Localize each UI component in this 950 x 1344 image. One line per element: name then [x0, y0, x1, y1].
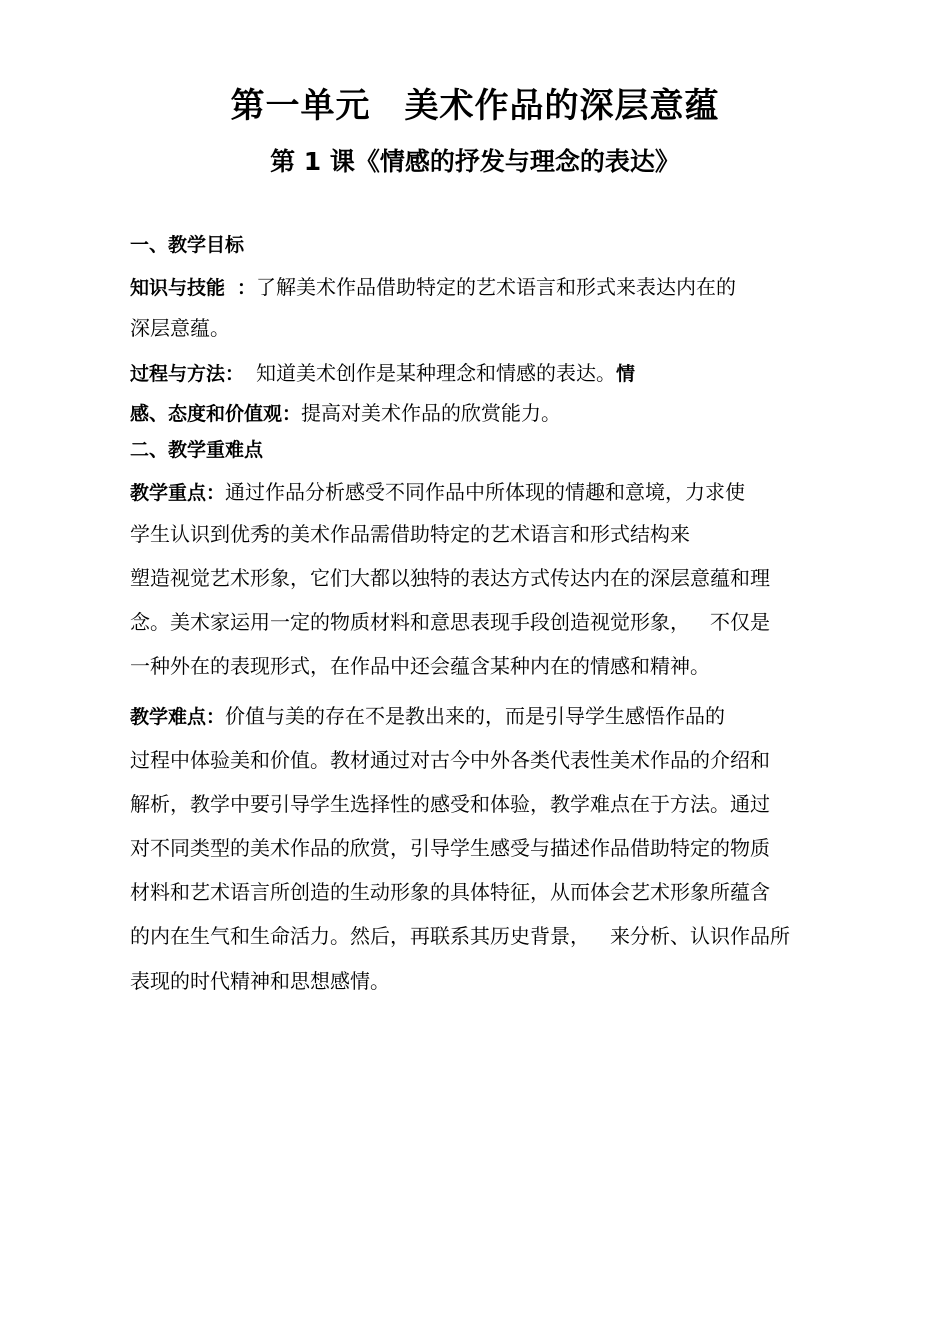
knowledge-skills-colon: ： [237, 277, 257, 299]
emotion-values-line [130, 398, 561, 429]
knowledge-skills-line [130, 272, 736, 303]
key-point-line-1 [130, 477, 745, 508]
process-methods-line [130, 358, 635, 389]
difficulty-text-6b: 来分析、认识作品所 [610, 924, 790, 948]
knowledge-skills-label: 知识与技能 [130, 277, 226, 299]
difficulty-line-6 [130, 921, 790, 951]
lesson-title: 第 1 课《情感的抒发与理念的表达》 [270, 147, 680, 176]
difficulty-line-4: 对不同类型的美术作品的欣赏，引导学生感受与描述作品借助特定的物质 [130, 836, 770, 860]
section-heading-objectives: 一、教学目标 [130, 234, 245, 256]
key-point-line-5: 一种外在的表现形式，在作品中还会蕴含某种内在的情感和精神。 [130, 654, 710, 678]
difficulty-text-6a: 的内在生气和生命活力。然后，再联系其历史背景， [130, 924, 590, 948]
section-heading-key-difficulty: 二、教学重难点 [130, 439, 264, 461]
knowledge-skills-text-1: 了解美术作品借助特定的艺术语言和形式来表达内在的 [256, 275, 737, 299]
knowledge-skills-text-2: 深层意蕴。 [130, 316, 230, 340]
difficulty-text-1: 价值与美的存在不是教出来的，而是引导学生感悟作品的 [225, 704, 726, 728]
process-methods-text: 知道美术创作是某种理念和情感的表达。 [256, 361, 617, 385]
key-point-label: 教学重点： [130, 482, 226, 504]
emotion-values-text: 提高对美术作品的欣赏能力。 [301, 401, 562, 425]
difficulty-line-5: 材料和艺术语言所创造的生动形象的具体特征，从而体会艺术形象所蕴含 [130, 880, 770, 904]
emotion-label-part1: 情 [616, 363, 636, 385]
key-point-line-2: 学生认识到优秀的美术作品需借助特定的艺术语言和形式结构来 [130, 522, 690, 546]
process-methods-label: 过程与方法： [130, 363, 245, 385]
unit-number: 第一单元 [230, 86, 371, 126]
unit-title [0, 84, 950, 128]
key-point-text-1: 通过作品分析感受不同作品中所体现的情趣和意境，力求使 [225, 480, 746, 504]
difficulty-line-3: 解析，教学中要引导学生选择性的感受和体验，教学难点在于方法。通过 [130, 792, 770, 816]
key-point-text-4a: 念。美术家运用一定的物质材料和意思表现手段创造视觉形象， [130, 610, 690, 634]
key-point-text-4b: 不仅是 [710, 610, 770, 634]
emotion-label-part2: 感、态度和价值观： [130, 403, 302, 425]
key-point-line-3: 塑造视觉艺术形象，它们大都以独特的表达方式传达内在的深层意蕴和理 [130, 566, 770, 590]
unit-name: 美术作品的深层意蕴 [404, 86, 720, 126]
difficulty-line-1 [130, 701, 725, 732]
difficulty-line-7: 表现的时代精神和思想感情。 [130, 969, 390, 993]
difficulty-label: 教学难点： [130, 706, 226, 728]
key-point-line-4 [130, 607, 770, 637]
difficulty-line-2: 过程中体验美和价值。教材通过对古今中外各类代表性美术作品的介绍和 [130, 748, 770, 772]
